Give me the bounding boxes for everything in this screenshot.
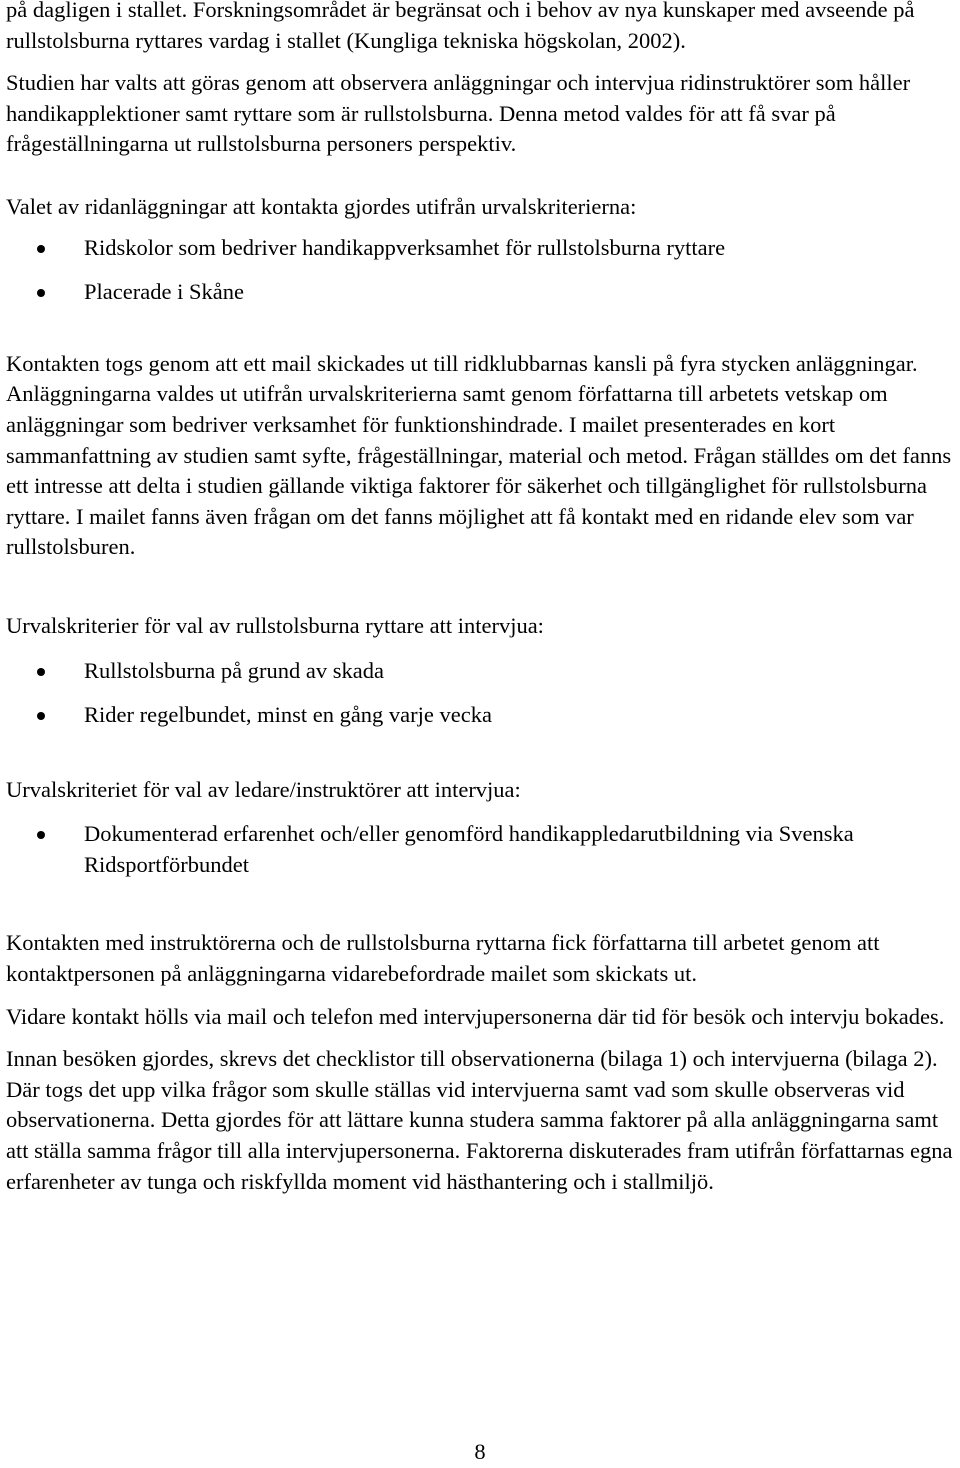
facility-criteria-list <box>0 233 960 308</box>
bullet-icon <box>37 831 45 839</box>
list-item-text: Placerade i Skåne <box>84 279 244 305</box>
paragraph-checklists: Innan besöken gjordes, skrevs det checklistor till observationerna (bilaga 1) och intervjuerna (bilaga 2). Där togs det upp vilka frågor som skulle ställas vid intervjuerna samt vad som skulle observeras vid observationerna. Detta gjordes för att lättare kunna studera samma faktorer på alla anläggningarna samt att ställa samma frågor till alla intervjupersonerna. Faktorerna diskuterades fram utifrån författarnas egna erfarenheter av tunga och riskfyllda moment vid hästhantering och i stallmiljö. <box>6 1046 953 1194</box>
list-item <box>0 700 960 731</box>
list-item-text: Ridskolor som bedriver handikappverksamhet för rullstolsburna ryttare <box>84 234 726 260</box>
list-item <box>0 656 960 687</box>
paragraph-further-contact: Vidare kontakt hölls via mail och telefon med intervjupersonerna där tid för besök och intervju bokades. <box>6 1003 945 1029</box>
paragraph-contact-persons: Kontakten med instruktörerna och de rullstolsburna ryttarna fick författarna till arbetet genom att kontaktpersonen på anläggningarna vidarebefordrade mailet som skickats ut. <box>6 930 880 987</box>
instructor-criteria-list <box>0 819 960 880</box>
paragraph-method: Studien har valts att göras genom att observera anläggningar och intervjua ridinstruktörer som håller handikapplektioner samt ryttare som är rullstolsburna. Denna metod valdes för att få svar på frågeställningarna ut rullstolsburna personers perspektiv. <box>6 70 911 157</box>
list-item <box>0 233 960 264</box>
paragraph-intro-context: på dagligen i stallet. Forskningsområdet är begränsat och i behov av nya kunskaper med avseende på rullstolsburna ryttares vardag i stallet (Kungliga tekniska högskolan, 2002). <box>6 0 915 53</box>
bullet-icon <box>37 245 45 253</box>
list-item-text: Rider regelbundet, minst en gång varje vecka <box>84 702 492 728</box>
bullet-icon <box>37 712 45 720</box>
paragraph-instructor-criteria-intro: Urvalskriteriet för val av ledare/instruktörer att intervjua: <box>6 776 521 802</box>
bullet-icon <box>37 668 45 676</box>
page-number: 8 <box>474 1439 486 1464</box>
list-item-text: Rullstolsburna på grund av skada <box>84 657 384 683</box>
list-item-text: Dokumenterad erfarenhet och/eller genomförd handikappledarutbildning via Svenska Ridsportförbundet <box>84 821 854 877</box>
rider-criteria-list <box>0 656 960 731</box>
paragraph-contact: Kontakten togs genom att ett mail skickades ut till ridklubbarnas kansli på fyra stycken anläggningar. Anläggningarna valdes ut utifrån urvalskriterierna samt genom författarna till arbetets vetskap om anläggningar som bedriver verksamhet för funktionshindrade. I mailet presenterades en kort sammanfattning av studien samt syfte, frågeställningar, material och metod. Frågan ställdes om det fanns ett intresse att delta i studien gällande viktiga faktorer för säkerhet och tillgänglighet för rullstolsburna ryttare. I mailet fanns även frågan om det fanns möjlighet att få kontakt med en ridande elev som var rullstolsburen. <box>6 350 952 560</box>
paragraph-rider-criteria-intro: Urvalskriterier för val av rullstolsburna ryttare att intervjua: <box>6 612 544 638</box>
list-item <box>0 277 960 308</box>
paragraph-facility-criteria-intro: Valet av ridanläggningar att kontakta gjordes utifrån urvalskriterierna: <box>6 193 637 219</box>
list-item <box>0 819 960 880</box>
bullet-icon <box>37 289 45 297</box>
